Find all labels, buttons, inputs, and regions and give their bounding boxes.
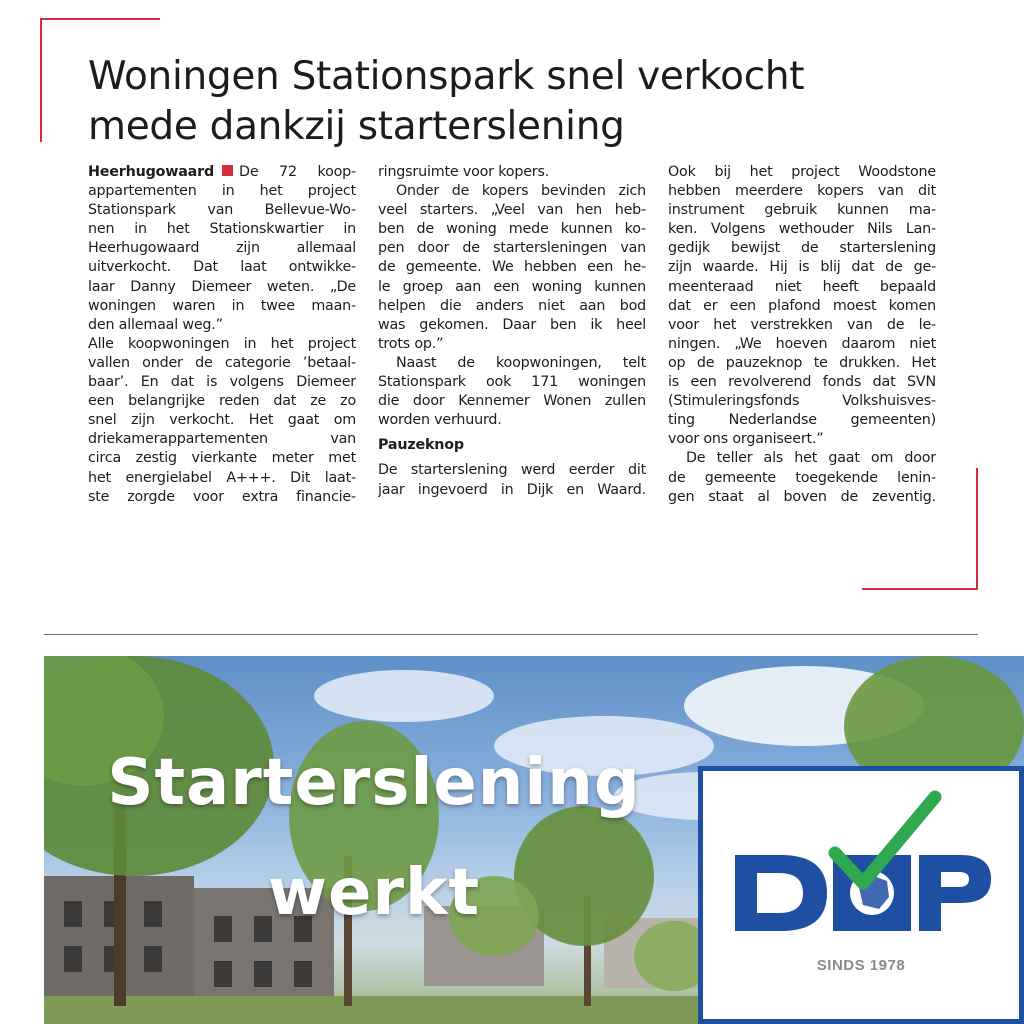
column-line: appartementen in het project [88, 183, 356, 200]
corner-mark-top-left-vertical [40, 18, 42, 142]
article-column-1 [88, 163, 356, 507]
overlay-heading-line-1: Starterslening [107, 746, 641, 820]
logo-letter-p [919, 855, 991, 931]
article-column-3 [668, 163, 936, 507]
column-line: dat er een plafond moest komen [668, 297, 936, 314]
column-line: is een revolverend fonds dat SVN [668, 374, 936, 391]
column-line: gedijk bewijst de starterslening [668, 240, 936, 257]
column-line: zijn waarde. Hij is blij dat de ge- [668, 259, 936, 276]
column-line: de gemeente. We hebben een he- [378, 259, 646, 276]
headline-line-1: Woningen Stationspark snel verkocht [88, 54, 805, 99]
column-line: een belangrijke reden dat ze zo [88, 393, 356, 410]
dop-logo [698, 766, 1024, 1024]
column-line: circa zestig vierkante meter met [88, 450, 356, 467]
red-square-marker [222, 165, 233, 176]
dop-logo-mark [703, 771, 1019, 1019]
column-line: Naast de koopwoningen, telt [396, 354, 646, 371]
column-line: meenteraad niet heeft bepaald [668, 278, 936, 295]
column-line: (Stimuleringsfonds Volkshuisves- [668, 393, 936, 410]
column-line: de gemeente toegekende lenin- [668, 469, 936, 486]
column-line: vallen onder de categorie ’betaal- [88, 354, 356, 371]
column-line: De teller als het gaat om door [686, 450, 936, 467]
section-divider [44, 634, 978, 635]
column-line: ben de woning mede kunnen ko- [378, 221, 646, 238]
article-column-2 [378, 163, 646, 500]
column-line: het energielabel A+++. Dit laat- [88, 469, 356, 486]
column-line: jaar ingevoerd in Dijk en Waard. [378, 481, 646, 498]
headline-line-2: mede dankzij starterslening [88, 104, 625, 149]
column-line: uitverkocht. Dat laat ontwikke- [88, 259, 356, 276]
column-line: worden verhuurd. [378, 412, 502, 429]
column-line: den allemaal weg.” [88, 316, 223, 333]
column-line: Ook bij het project Woodstone [668, 164, 936, 180]
column-line-text: De 72 koop- [239, 164, 356, 180]
column-line: trots op.” [378, 335, 444, 352]
column-line: Heerhugowaard zijn allemaal [88, 240, 356, 257]
column-line: pen door de startersleningen van [378, 240, 646, 257]
dateline: Heerhugowaard [88, 164, 215, 180]
column-line: op de pauzeknop te drukken. Het [668, 354, 936, 371]
column-line: hebben meerdere kopers van dit [668, 183, 936, 200]
corner-mark-bottom-right-vertical [976, 468, 978, 590]
column-line: helpen die anders niet aan bod [378, 297, 646, 314]
column-line: nen in het Stationskwartier in [88, 221, 356, 238]
column-line: le groep aan een woning kunnen [378, 278, 646, 295]
column-line: Stationspark ook 171 woningen [378, 374, 646, 391]
column-line: Alle koopwoningen in het project [88, 335, 356, 352]
overlay-heading-line-2: werkt [267, 856, 481, 930]
column-line: ting Nederlandse gemeenten) [668, 412, 936, 429]
column-line [88, 163, 356, 182]
subheading-pauzeknop: Pauzeknop [378, 437, 464, 454]
column-line: ringsruimte voor kopers. [378, 164, 550, 180]
column-line: De starterslening werd eerder dit [378, 462, 646, 479]
column-line: driekamerappartementen van [88, 431, 356, 448]
column-line: instrument gebruik kunnen ma- [668, 202, 936, 219]
corner-mark-top-left-horizontal [40, 18, 160, 20]
column-line: ste zorgde voor extra financie- [88, 488, 356, 505]
column-line: voor ons organiseert.” [668, 431, 824, 448]
logo-letter-d [735, 855, 827, 931]
column-line: baar’. En dat is volgens Diemeer [88, 374, 356, 391]
column-line: ken. Volgens wethouder Nils Lan- [668, 221, 936, 238]
corner-mark-bottom-right-horizontal [862, 588, 978, 590]
column-line: veel starters. „Veel van hen heb- [378, 202, 646, 219]
column-line: Stationspark van Bellevue-Wo- [88, 202, 356, 219]
column-line: woningen waren in twee maan- [88, 297, 356, 314]
column-line: laar Danny Diemeer weten. „De [88, 278, 356, 295]
column-line: voor het verstrekken van de le- [668, 316, 936, 333]
column-line: Onder de kopers bevinden zich [396, 183, 646, 200]
column-line: die door Kennemer Wonen zullen [378, 393, 646, 410]
column-line: was gekomen. Daar ben ik heel [378, 316, 646, 333]
column-line: gen staat al boven de zeventig. [668, 488, 936, 505]
article-headline [88, 52, 968, 152]
logo-subtitle: SINDS 1978 [816, 957, 906, 974]
column-line: snel zijn verkocht. Het gaat om [88, 412, 356, 429]
column-line: ningen. „We hoeven daarom niet [668, 335, 936, 352]
